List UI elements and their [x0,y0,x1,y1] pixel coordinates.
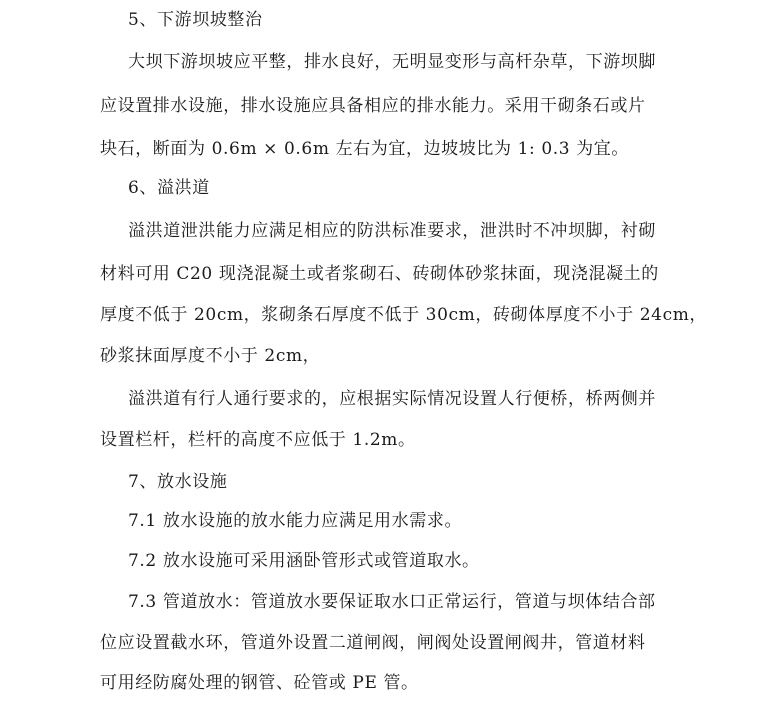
section-6-text-line-3: 厚度不低于 20cm，浆砌条石厚度不低于 30cm，砖砌体厚度不小于 24cm， [100,305,708,325]
section-7-heading: 7、放水设施 [128,472,228,492]
section-6-text-line-4: 砂浆抹面厚度不小于 2cm， [100,346,321,366]
section-6-heading: 6、溢洪道 [128,178,210,198]
section-6-text2-line-2: 设置栏杆，栏杆的高度不应低于 1.2m。 [100,430,416,450]
section-5-heading: 5、下游坝坡整治 [128,10,263,30]
section-5-text-line-2: 应设置排水设施，排水设施应具备相应的排水能力。采用干砌条石或片 [100,96,646,116]
section-7-item-7-2: 7.2 放水设施可采用涵卧管形式或管道取水。 [128,551,480,571]
section-7-item-7-1: 7.1 放水设施的放水能力应满足用水需求。 [128,511,463,531]
section-7-item-7-3-line-1: 7.3 管道放水：管道放水要保证取水口正常运行，管道与坝体结合部 [128,592,656,612]
section-6-text2-line-1: 溢洪道有行人通行要求的，应根据实际情况设置人行便桥，桥两侧并 [128,389,656,409]
section-5-text-line-3: 块石，断面为 0.6m × 0.6m 左右为宜，边坡坡比为 1: 0.3 为宜。 [100,139,629,159]
section-6-text-line-2: 材料可用 C20 现浇混凝土或者浆砌石、砖砌体砂浆抹面，现浇混凝土的 [100,264,659,284]
section-7-item-7-3-line-2: 位应设置截水环，管道外设置二道闸阀，闸阀处设置闸阀井，管道材料 [100,633,646,653]
section-5-text-line-1: 大坝下游坝坡应平整，排水良好，无明显变形与高杆杂草，下游坝脚 [128,52,656,72]
section-6-text-line-1: 溢洪道泄洪能力应满足相应的防洪标准要求，泄洪时不冲坝脚，衬砌 [128,221,656,241]
section-7-item-7-3-line-3: 可用经防腐处理的钢管、砼管或 PE 管。 [100,673,419,693]
